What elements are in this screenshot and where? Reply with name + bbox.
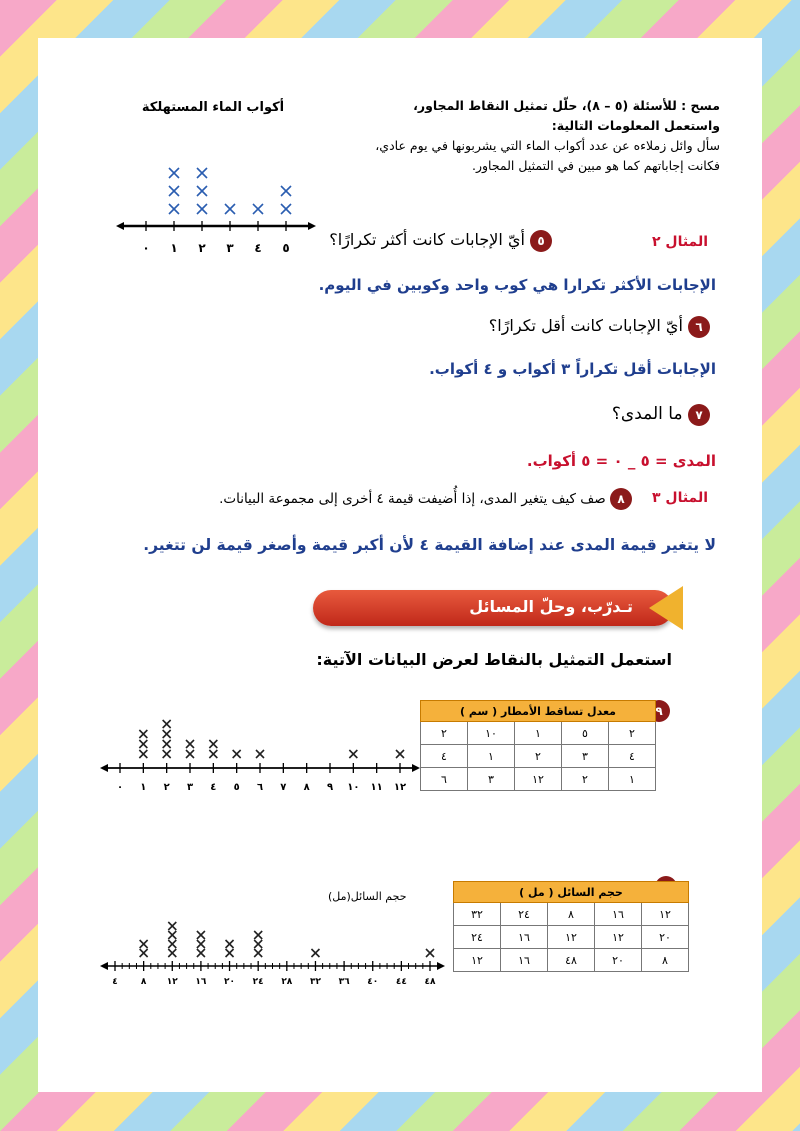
survey-intro bbox=[300, 96, 720, 176]
axis-arrow-left bbox=[100, 764, 108, 772]
table-cell: ٣٢ bbox=[454, 903, 501, 926]
tick-label: ٦ bbox=[256, 782, 264, 793]
tick-label: ٣٢ bbox=[309, 977, 321, 987]
x-mark bbox=[197, 940, 205, 948]
table-cell: ٢ bbox=[609, 722, 656, 745]
tick-label: ٤ bbox=[254, 241, 262, 255]
table-cell: ١ bbox=[468, 745, 515, 768]
survey-line-2: واستعمل المعلومات التالية: bbox=[551, 118, 720, 133]
x-mark bbox=[163, 750, 171, 758]
tick-label: ٢٤ bbox=[252, 977, 264, 987]
q6-number-badge: ٦ bbox=[688, 316, 710, 338]
x-mark bbox=[281, 186, 291, 196]
x-mark bbox=[226, 940, 234, 948]
table-row bbox=[421, 768, 656, 791]
question-8 bbox=[219, 488, 632, 510]
x-mark bbox=[169, 204, 179, 214]
x-mark bbox=[253, 204, 263, 214]
tick-label: ١٢ bbox=[393, 782, 407, 793]
table-cell: ١٦ bbox=[501, 949, 548, 972]
x-mark bbox=[163, 730, 171, 738]
tick-label: ٤ bbox=[210, 782, 217, 793]
x-mark bbox=[163, 740, 171, 748]
example-3-label: المثال ٣ bbox=[652, 490, 708, 506]
table-cell: ٢٤ bbox=[501, 903, 548, 926]
plot1-title: أكواب الماء المستهلكة bbox=[141, 100, 285, 115]
table-cell: ٤٨ bbox=[548, 949, 595, 972]
q7-number-badge: ٧ bbox=[688, 404, 710, 426]
x-mark bbox=[197, 931, 205, 939]
x-mark bbox=[169, 168, 179, 178]
x-mark bbox=[139, 740, 147, 748]
table-cell: ٣ bbox=[468, 768, 515, 791]
x-mark bbox=[396, 750, 404, 758]
tick-label: ٨ bbox=[140, 977, 147, 987]
table-cell: ٤ bbox=[609, 745, 656, 768]
table-cell: ٣ bbox=[562, 745, 609, 768]
tick-label: ٢٨ bbox=[281, 977, 293, 987]
q10-table bbox=[453, 881, 689, 972]
x-mark bbox=[254, 931, 262, 939]
q6-text: أيّ الإجابات كانت أقل تكرارًا؟ bbox=[488, 316, 683, 335]
x-mark bbox=[169, 186, 179, 196]
q9-dot-plot bbox=[100, 706, 420, 806]
table-cell: ١ bbox=[609, 768, 656, 791]
axis-arrow-right bbox=[412, 764, 420, 772]
x-mark bbox=[140, 949, 148, 957]
table-cell: ٦ bbox=[421, 768, 468, 791]
axis-arrow-left bbox=[100, 962, 108, 970]
x-mark bbox=[349, 750, 357, 758]
tick-label: ١٦ bbox=[195, 977, 207, 987]
x-mark bbox=[281, 204, 291, 214]
question-5 bbox=[329, 230, 552, 252]
example-2-label: المثال ٢ bbox=[652, 234, 708, 250]
table-cell: ١٢ bbox=[548, 926, 595, 949]
q7-text: ما المدى؟ bbox=[611, 404, 683, 424]
q10-plot-title: حجم السائل(مل) bbox=[328, 890, 407, 903]
table-cell: ٢ bbox=[562, 768, 609, 791]
tick-label: ٠ bbox=[116, 782, 124, 793]
tick-label: ٤ bbox=[112, 977, 118, 987]
tick-label: ٠ bbox=[142, 241, 150, 255]
tick-label: ٥ bbox=[282, 241, 290, 255]
x-mark bbox=[197, 186, 207, 196]
q8-text: صف كيف يتغير المدى، إذا أُضيفت قيمة ٤ أخرى إلى مجموعة البيانات. bbox=[219, 491, 606, 507]
x-mark bbox=[233, 750, 241, 758]
q10-dot-plot bbox=[100, 898, 445, 988]
table-cell: ١٦ bbox=[595, 903, 642, 926]
x-mark bbox=[168, 931, 176, 939]
table-cell: ١ bbox=[515, 722, 562, 745]
tick-label: ٢٠ bbox=[224, 977, 236, 987]
instruction: استعمل التمثيل بالنقاط لعرض البيانات الآتية: bbox=[316, 650, 672, 669]
question-7 bbox=[612, 404, 710, 426]
table-cell: ٢ bbox=[515, 745, 562, 768]
practice-banner bbox=[313, 590, 673, 626]
x-mark bbox=[426, 949, 434, 957]
q9-number-badge: ٩ bbox=[648, 700, 670, 722]
table-cell: ٢٠ bbox=[642, 926, 689, 949]
x-mark bbox=[197, 949, 205, 957]
table-row bbox=[421, 722, 656, 745]
table-cell: ١٢ bbox=[642, 903, 689, 926]
tick-label: ١٠ bbox=[347, 782, 360, 793]
axis-arrow-left bbox=[116, 222, 124, 230]
x-mark bbox=[311, 949, 319, 957]
table-cell: ١٢ bbox=[454, 949, 501, 972]
tick-label: ٧ bbox=[280, 782, 287, 793]
tick-label: ١٢ bbox=[166, 977, 178, 987]
tick-label: ٢ bbox=[198, 241, 206, 255]
survey-line-1: مسح : للأسئلة (٥ – ٨)، حلّل تمثيل النقاط المجاور، bbox=[413, 98, 720, 113]
table-cell: ١٢ bbox=[515, 768, 562, 791]
x-mark bbox=[168, 922, 176, 930]
tick-label: ٤٠ bbox=[367, 977, 379, 987]
x-mark bbox=[139, 730, 147, 738]
x-mark bbox=[197, 204, 207, 214]
q10-table-title: حجم السائل ( مل ) bbox=[454, 882, 689, 903]
x-mark bbox=[163, 720, 171, 728]
q7-answer: المدى = ٥ _ ٠ = ٥ أكواب. bbox=[526, 452, 716, 470]
tick-label: ٢ bbox=[163, 782, 170, 793]
q5-text: أيّ الإجابات كانت أكثر تكرارًا؟ bbox=[329, 230, 525, 249]
table-cell: ١٦ bbox=[501, 926, 548, 949]
q5-number-badge: ٥ bbox=[530, 230, 552, 252]
survey-line-3: سأل وائل زملاءه عن عدد أكواب الماء التي يشربونها في يوم عادي، bbox=[375, 138, 720, 153]
survey-line-4: فكانت إجاباتهم كما هو مبين في التمثيل المجاور. bbox=[471, 158, 720, 173]
x-mark bbox=[226, 949, 234, 957]
table-cell: ٤ bbox=[421, 745, 468, 768]
q8-number-badge: ٨ bbox=[610, 488, 632, 510]
x-mark bbox=[209, 750, 217, 758]
banner-arrow-icon bbox=[649, 586, 683, 630]
tick-label: ١ bbox=[140, 782, 147, 793]
tick-label: ٣ bbox=[186, 782, 194, 793]
banner-title: تـدرّب، وحلّ المسائل bbox=[469, 597, 633, 616]
tick-label: ٣٦ bbox=[338, 977, 350, 987]
table-row bbox=[454, 903, 689, 926]
question-6 bbox=[489, 316, 710, 338]
tick-label: ١١ bbox=[370, 782, 383, 793]
q6-answer: الإجابات أقل تكراراً ٣ أكواب و ٤ أكواب. bbox=[429, 360, 716, 378]
x-mark bbox=[256, 750, 264, 758]
tick-label: ٤٤ bbox=[395, 977, 407, 987]
table-cell: ٢ bbox=[421, 722, 468, 745]
x-mark bbox=[168, 949, 176, 957]
q9-table-title: معدل تساقط الأمطار ( سم ) bbox=[421, 701, 656, 722]
q5-answer: الإجابات الأكثر تكرارا هي كوب واحد وكوبين في اليوم. bbox=[318, 276, 716, 294]
q9-table bbox=[420, 700, 656, 791]
x-mark bbox=[186, 750, 194, 758]
x-mark bbox=[225, 204, 235, 214]
x-mark bbox=[139, 750, 147, 758]
table-row bbox=[421, 745, 656, 768]
tick-label: ٨ bbox=[303, 782, 310, 793]
axis-arrow-right bbox=[308, 222, 316, 230]
tick-label: ٤٨ bbox=[424, 977, 436, 987]
table-cell: ١٠ bbox=[468, 722, 515, 745]
x-mark bbox=[168, 940, 176, 948]
table-cell: ٢٠ bbox=[595, 949, 642, 972]
x-mark bbox=[186, 740, 194, 748]
tick-label: ٣ bbox=[226, 241, 234, 255]
q8-answer: لا يتغير قيمة المدى عند إضافة القيمة ٤ لأن أكبر قيمة وأصغر قيمة لن تتغير. bbox=[143, 536, 716, 554]
x-mark bbox=[209, 740, 217, 748]
tick-label: ١ bbox=[170, 241, 178, 255]
plot1-dot-plot bbox=[116, 138, 316, 268]
axis-arrow-right bbox=[437, 962, 445, 970]
table-cell: ٨ bbox=[548, 903, 595, 926]
page bbox=[38, 38, 762, 1092]
table-cell: ٥ bbox=[562, 722, 609, 745]
x-mark bbox=[197, 168, 207, 178]
table-row bbox=[454, 949, 689, 972]
tick-label: ٩ bbox=[326, 782, 334, 793]
x-mark bbox=[254, 940, 262, 948]
table-cell: ٢٤ bbox=[454, 926, 501, 949]
table-cell: ٨ bbox=[642, 949, 689, 972]
tick-label: ٥ bbox=[233, 782, 240, 793]
x-mark bbox=[254, 949, 262, 957]
table-cell: ١٢ bbox=[595, 926, 642, 949]
table-row bbox=[454, 926, 689, 949]
x-mark bbox=[140, 940, 148, 948]
